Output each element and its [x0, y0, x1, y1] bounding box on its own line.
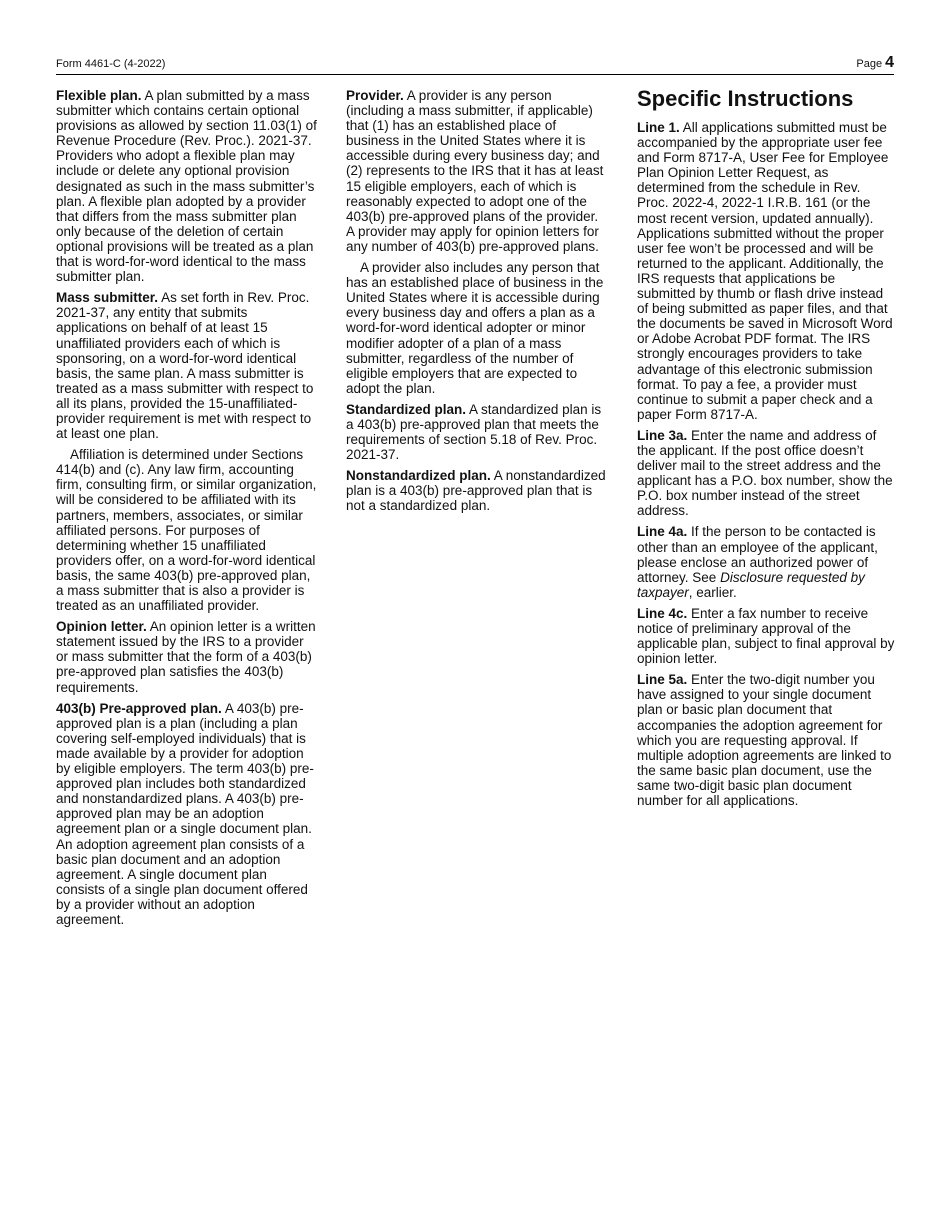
line-4c-term: Line 4c.	[637, 605, 688, 621]
page-number: 4	[885, 54, 894, 71]
line-4a-paragraph	[637, 524, 895, 599]
nonstandardized-plan-term: Nonstandardized plan.	[346, 468, 491, 484]
opinion-letter-term: Opinion letter.	[56, 619, 147, 635]
section-title: Specific Instructions	[637, 86, 854, 111]
provider-paragraph	[346, 88, 608, 254]
standardized-plan-paragraph	[346, 402, 608, 462]
nonstandardized-plan-paragraph	[346, 468, 608, 513]
preapproved-plan-term: 403(b) Pre-approved plan.	[56, 700, 222, 716]
standardized-plan-text: A standardized plan is a 403(b) pre-approved plan that meets the requirements of section 5.18 of Rev. Proc. 2021-37.	[346, 401, 602, 463]
disclosure-reference: Disclosure requested by taxpayer	[637, 569, 865, 600]
preapproved-plan-paragraph	[56, 701, 318, 927]
page-number-label	[856, 54, 894, 72]
header-rule	[56, 74, 894, 75]
line-1-paragraph	[637, 120, 895, 422]
column-3	[637, 86, 895, 814]
page-header	[56, 54, 894, 74]
mass-submitter-text: As set forth in Rev. Proc. 2021-37, any entity that submits applications on behalf of at least 15 unaffiliated providers each of which is sponsoring, on a word-for-word identical basis, the same plan. A mass submitter is treated as a mass submitter with respect to all its plans, provided the 15-unaffiliated-provider requirement is met with respect to at least one plan.	[56, 290, 314, 442]
column-2	[346, 88, 608, 520]
line-5a-paragraph	[637, 672, 895, 808]
affiliation-paragraph: Affiliation is determined under Sections 414(b) and (c). Any law firm, accounting firm, consulting firm, or similar organization, will be considered to be affiliated with its partners, members, associates, or similar affiliated persons. For purposes of determining whether 15 unaffiliated providers offer, on a word-for-word identical basis, the same 403(b) pre-approved plan, a mass submitter that is also a provider is treated as an unaffiliated provider.	[56, 447, 317, 614]
provider-also-paragraph: A provider also includes any person that has an established place of business in the United States where it is accessible during every business day and offers a plan as a word-for-word identical adopter or minor modifier adopter of a plan of a mass submitter, regardless of the number of eligible employers that are expected to adopt the plan.	[346, 260, 604, 396]
opinion-letter-text: An opinion letter is a written statement issued by the IRS to a provider or mass submitter that the form of a 403(b) pre-approved plan satisfies the 403(b) requirements.	[56, 619, 316, 695]
nonstandardized-plan-text: A nonstandardized plan is a 403(b) pre-approved plan that is not a standardized plan.	[346, 468, 606, 514]
preapproved-plan-text: A 403(b) pre-approved plan is a plan (including a plan covering self-employed individuals) that is made available by a provider for adoption by eligible employers. The term 403(b) pre-approved plan includes both standardized and nonstandardized plans. A 403(b) pre-approved plan may be an adoption agreement plan or a single document plan. An adoption agreement plan consists of a basic plan document and an adoption agreement. A single document plan consists of a single plan document offered by a provider without an adoption agreement.	[56, 700, 314, 927]
provider-text: A provider is any person (including a mass submitter, if applicable) that (1) has an established place of business in the United States where it is accessible during every business day; and (2) represents to the IRS that it has at least 15 eligible employers, each of which is reasonably expected to adopt one of the 403(b) pre-approved plans of the provider. A provider may apply for opinion letters for any number of 403(b) pre-approved plans.	[346, 88, 604, 254]
flexible-plan-paragraph	[56, 88, 318, 284]
opinion-letter-paragraph	[56, 619, 318, 694]
provider-term: Provider.	[346, 88, 404, 103]
line-3a-paragraph	[637, 428, 895, 519]
standardized-plan-term: Standardized plan.	[346, 401, 467, 417]
line-3a-text: Enter the name and address of the applicant. If the post office doesn’t deliver mail to the street address and the applicant has a P.O. box number, show the P.O. box number instead of the street address.	[637, 427, 893, 519]
line-4a-term: Line 4a.	[637, 524, 688, 540]
line-3a-term: Line 3a.	[637, 427, 688, 443]
line-1-term: Line 1.	[637, 120, 680, 135]
line-1-text: All applications submitted must be accompanied by the appropriate user fee and Form 8717-A, User Fee for Employee Plan Opinion Letter Request, as determined from the schedule in Rev. Proc. 2022-4, 2022-1 I.R.B. 161 (or the most recent version, updated annually). Applications submitted without the proper user fee won’t be processed and will be returned to the applicant. Additionally, the IRS requests that applications be submitted by thumb or flash drive instead of being submitted as paper files, and that the documents be saved in Microsoft Word or Adobe Acrobat PDF format. The IRS strongly encourages providers to take advantage of this electronic submission format. To pay a fee, a provider must continue to submit a paper check and a paper Form 8717-A.	[637, 120, 893, 422]
line-4c-text: Enter a fax number to receive notice of preliminary approval of the applicable plan, subject to final approval by opinion letter.	[637, 605, 895, 667]
flexible-plan-text: A plan submitted by a mass submitter which contains certain optional provisions as allowed by section 11.03(1) of Revenue Procedure (Rev. Proc.). 2021-37. Providers who adopt a flexible plan may include or delete any optional provision designated as such in the mass submitter’s plan. A flexible plan adopted by a provider that differs from the mass submitter plan only because of the deletion of certain optional provisions will be treated as a plan that is word-for-word identical to the mass submitter plan.	[56, 88, 317, 285]
line-4a-text: If the person to be contacted is other than an employee of the applicant, please enclose an authorized power of attorney. See	[637, 524, 878, 585]
column-1	[56, 88, 318, 933]
mass-submitter-term: Mass submitter.	[56, 290, 159, 306]
flexible-plan-term: Flexible plan.	[56, 88, 142, 103]
line-5a-text: Enter the two-digit number you have assigned to your single document plan or basic plan document that accompanies the adoption agreement for which you are requesting approval. If multiple adoption agreements are linked to the same basic plan document, use the same two-digit basic plan document number for all applications.	[637, 672, 892, 809]
line-4c-paragraph	[637, 606, 895, 666]
page-label: Page	[856, 58, 883, 70]
line-5a-term: Line 5a.	[637, 672, 688, 688]
mass-submitter-paragraph	[56, 290, 318, 441]
form-id: Form 4461-C (4-2022)	[56, 58, 166, 70]
line-4a-end: , earlier.	[688, 584, 737, 600]
